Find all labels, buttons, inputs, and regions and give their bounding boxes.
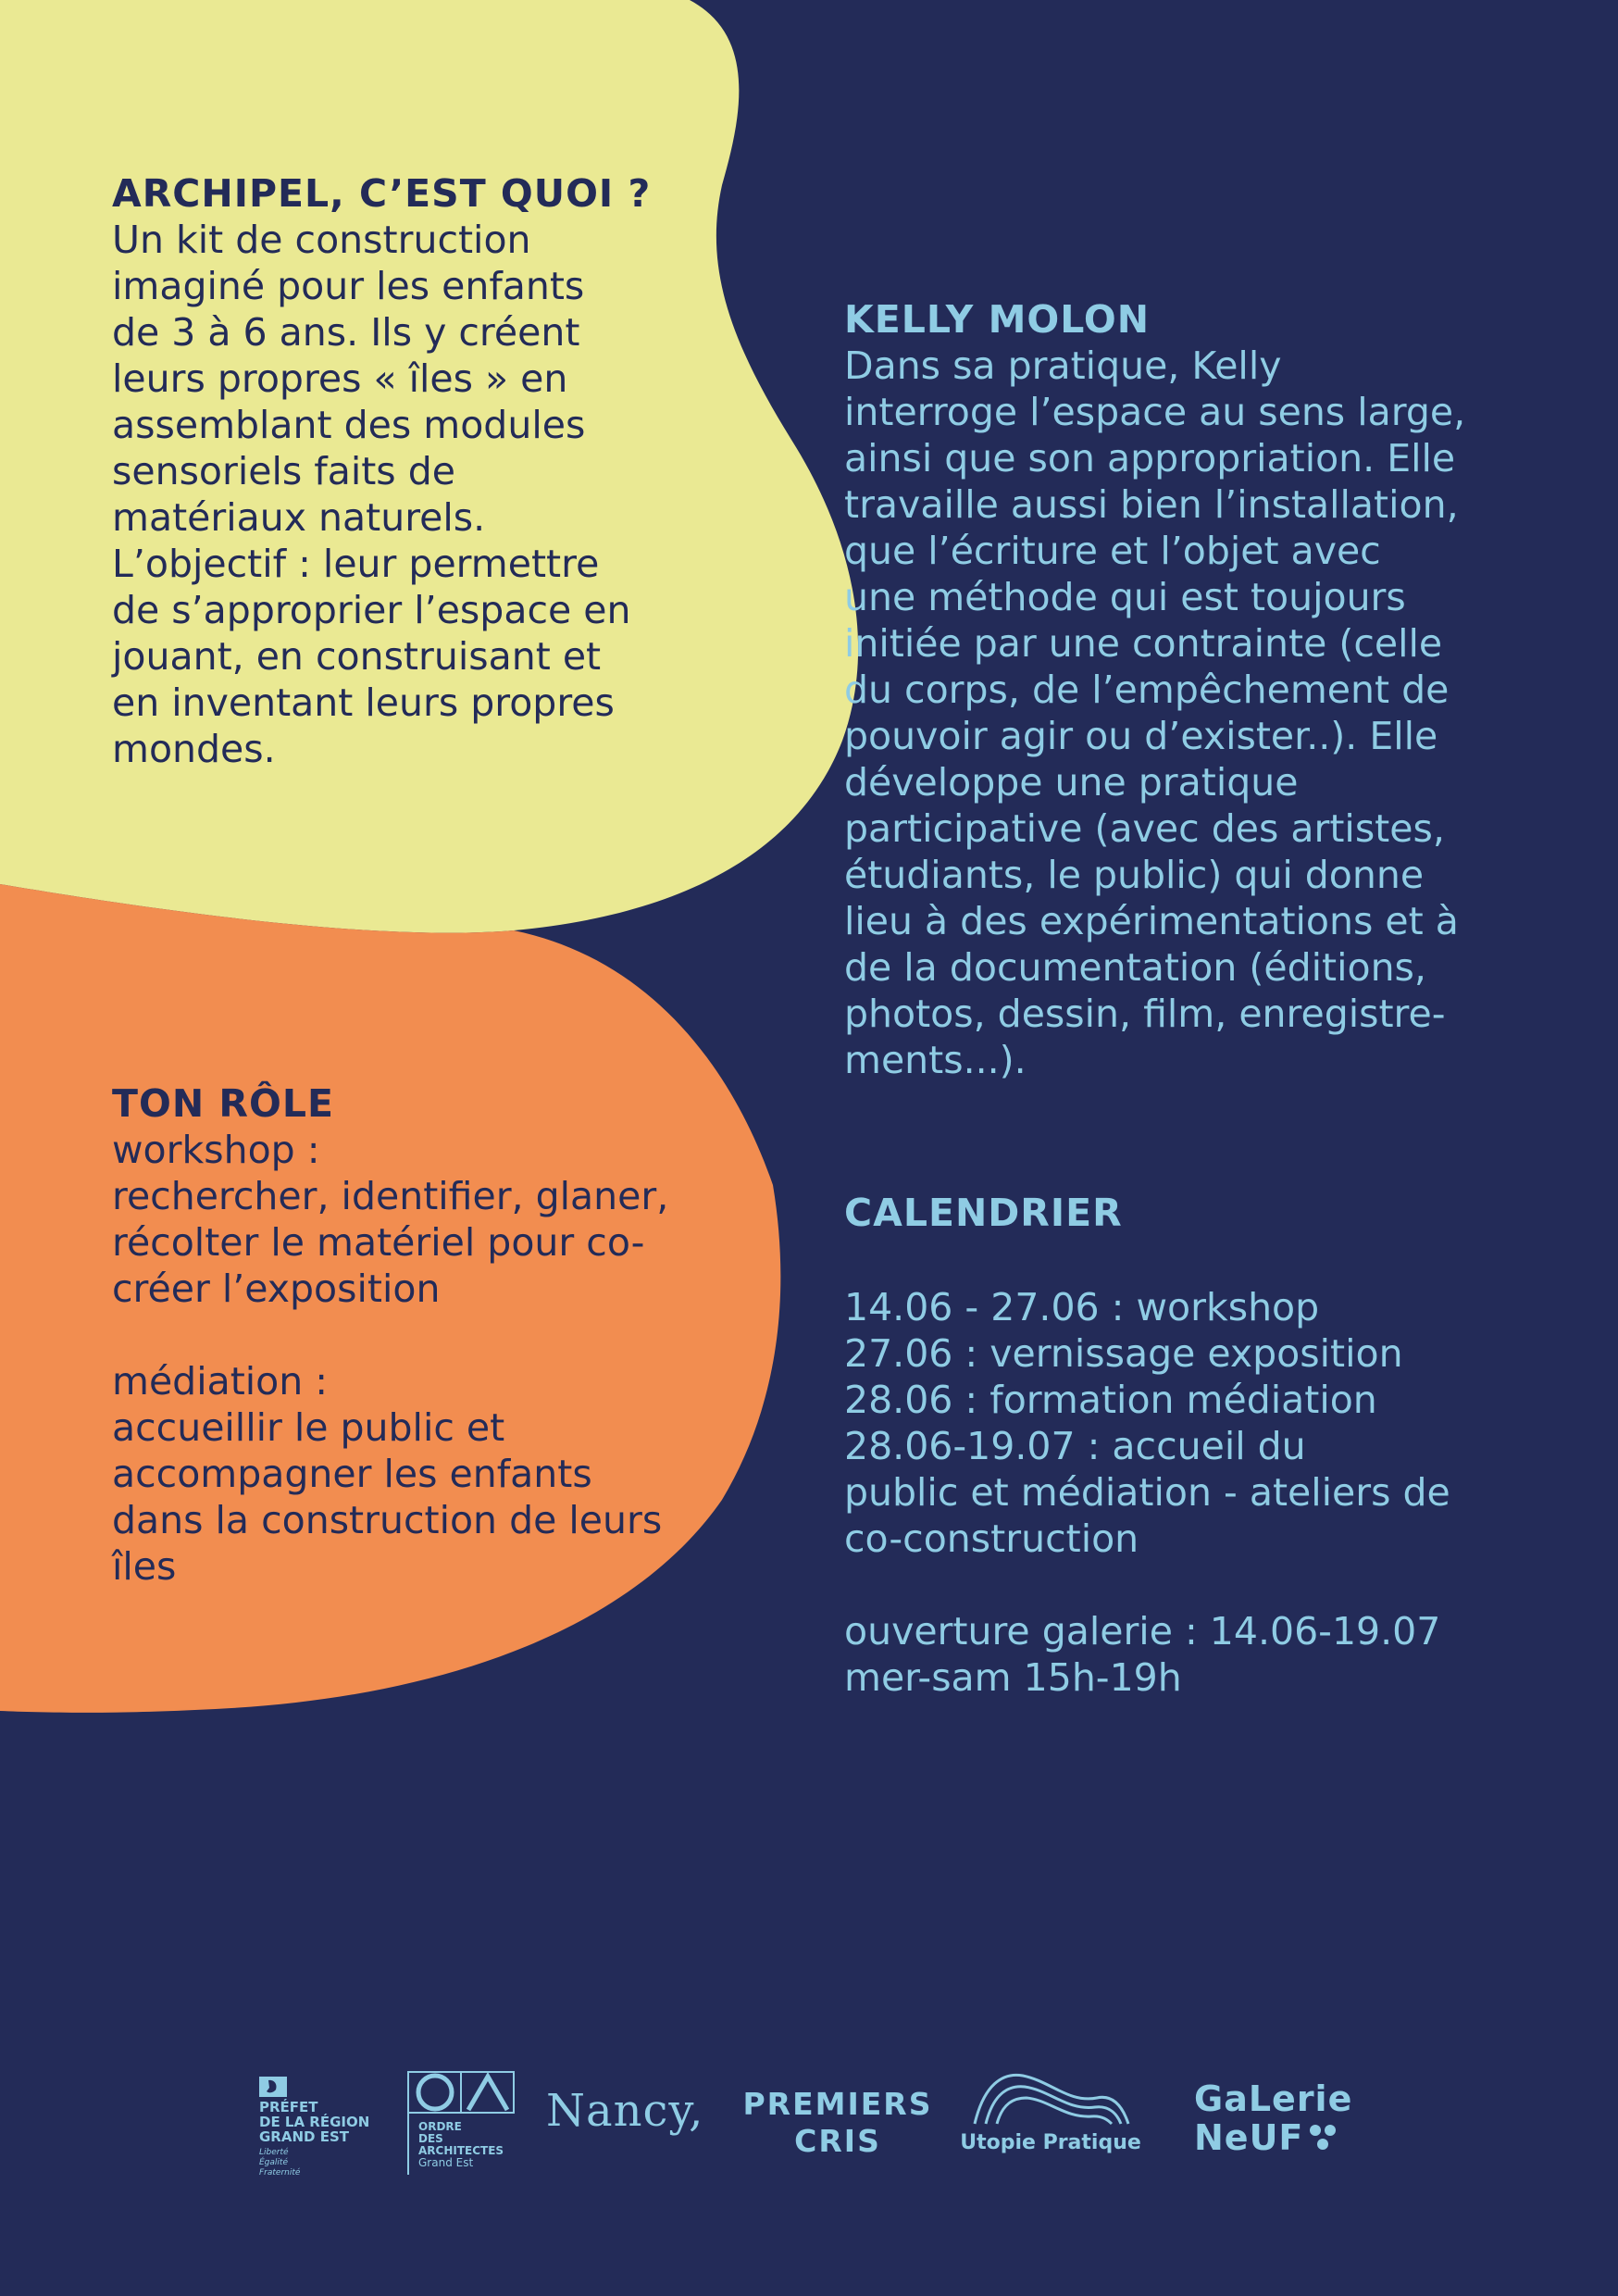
- premiers-cris-line: CRIS: [794, 2123, 881, 2159]
- text-line: public et médiation - ateliers de: [844, 1470, 1450, 1515]
- text-line: co-construction: [844, 1516, 1139, 1561]
- text-line: photos, dessin, film, enregistre-: [844, 992, 1446, 1036]
- text-line: en inventant leurs propres: [112, 680, 615, 725]
- archipel-section: [112, 170, 704, 772]
- text-line: développe une pratique: [844, 760, 1299, 805]
- kelly-molon-section: [844, 296, 1585, 1083]
- archipel-heading: ARCHIPEL, C’EST QUOI ?: [112, 171, 652, 216]
- text-line: ainsi que son appropriation. Elle: [844, 436, 1456, 480]
- text-line: 14.06 - 27.06 : workshop: [844, 1285, 1320, 1329]
- text-line: de s’approprier l’espace en: [112, 588, 631, 632]
- prefet-line: DE LA RÉGION: [259, 2114, 370, 2130]
- text-line: 28.06 : formation médiation: [844, 1378, 1377, 1422]
- calendrier-heading: CALENDRIER: [844, 1191, 1123, 1235]
- text-line: pouvoir agir ou d’exister..). Elle: [844, 714, 1438, 758]
- text-line: imaginé pour les enfants: [112, 264, 585, 308]
- text-line: 27.06 : vernissage exposition: [844, 1331, 1403, 1376]
- ordre-region: Grand Est: [418, 2156, 474, 2169]
- role-section: [112, 1080, 723, 1590]
- text-line: que l’écriture et l’objet avec: [844, 529, 1381, 573]
- text-line: ouverture galerie : 14.06-19.07: [844, 1609, 1441, 1653]
- calendrier-hours: [844, 1608, 1585, 1701]
- text-line: îles: [112, 1544, 177, 1589]
- text-line: de 3 à 6 ans. Ils y créent: [112, 310, 580, 355]
- kelly-heading: KELLY MOLON: [844, 297, 1151, 342]
- nancy-logo: Nancy,: [546, 2085, 704, 2137]
- marianne-icon: [259, 2077, 287, 2097]
- text-line: Un kit de construction: [112, 218, 531, 262]
- text-line: une méthode qui est toujours: [844, 575, 1406, 619]
- text-line: accueillir le public et: [112, 1405, 505, 1450]
- text-line: leurs propres « îles » en: [112, 356, 568, 401]
- text-line: sensoriels faits de: [112, 449, 455, 493]
- prefet-line: GRAND EST: [259, 2128, 349, 2145]
- text-line: interroge l’espace au sens large,: [844, 390, 1466, 434]
- text-line: étudiants, le public) qui donne: [844, 853, 1425, 897]
- role-heading: TON RÔLE: [112, 1081, 334, 1126]
- text-line: matériaux naturels.: [112, 495, 486, 540]
- ordre-line: ARCHITECTES: [418, 2144, 504, 2157]
- utopie-pratique-logo: [953, 2066, 1148, 2154]
- archipel-text: [112, 217, 704, 772]
- prefet-line: PRÉFET: [259, 2099, 318, 2115]
- premiers-cris-logo: [741, 2086, 935, 2160]
- dots-icon: [1307, 2122, 1338, 2153]
- text-line: workshop :: [112, 1128, 320, 1172]
- text-line: mondes.: [112, 727, 276, 771]
- galerie-line: NeUF: [1194, 2117, 1304, 2158]
- prefet-motto: Égalité: [259, 2158, 288, 2167]
- text-line: assemblant des modules: [112, 403, 586, 447]
- text-line: récolter le matériel pour co-: [112, 1220, 645, 1265]
- oa-mark-icon: [407, 2071, 515, 2114]
- ordre-line: ORDRE: [418, 2120, 462, 2133]
- text-line: lieu à des expérimentations et à: [844, 899, 1459, 943]
- text-line: du corps, de l’empêchement de: [844, 668, 1450, 712]
- ordre-architectes-logo: [407, 2071, 518, 2175]
- text-line: médiation :: [112, 1359, 329, 1404]
- text-line: dans la construction de leurs: [112, 1498, 663, 1542]
- prefet-motto: Liberté: [259, 2148, 289, 2157]
- text-line: mer-sam 15h-19h: [844, 1655, 1182, 1700]
- text-line: Dans sa pratique, Kelly: [844, 343, 1282, 388]
- text-line: rechercher, identifier, glaner,: [112, 1174, 669, 1218]
- kelly-text: [844, 343, 1585, 1083]
- ordre-line: DES: [418, 2132, 443, 2145]
- prefet-region-logo: [259, 2077, 380, 2178]
- text-line: 28.06-19.07 : accueil du: [844, 1424, 1306, 1468]
- calendrier-dates: [844, 1284, 1585, 1562]
- galerie-neuf-logo: [1194, 2079, 1352, 2157]
- text-line: L’objectif : leur permettre: [112, 542, 600, 586]
- prefet-motto: Fraternité: [259, 2168, 301, 2177]
- text-line: de la documentation (éditions,: [844, 945, 1426, 990]
- galerie-line: GaLerie: [1194, 2078, 1353, 2119]
- calendrier-section: [844, 1190, 1585, 1701]
- text-line: participative (avec des artistes,: [844, 806, 1445, 851]
- role-mediation-text: [112, 1358, 723, 1590]
- wave-lines-icon: [967, 2066, 1134, 2126]
- text-line: travaille aussi bien l’installation,: [844, 482, 1459, 527]
- text-line: accompagner les enfants: [112, 1452, 592, 1496]
- utopie-pratique-label: Utopie Pratique: [960, 2131, 1141, 2154]
- text-line: créer l’exposition: [112, 1267, 441, 1311]
- role-workshop-text: [112, 1127, 723, 1312]
- text-line: initiée par une contrainte (celle: [844, 621, 1443, 666]
- premiers-cris-line: PREMIERS: [742, 2086, 933, 2122]
- text-line: ments...).: [844, 1038, 1027, 1082]
- text-line: jouant, en construisant et: [112, 634, 602, 679]
